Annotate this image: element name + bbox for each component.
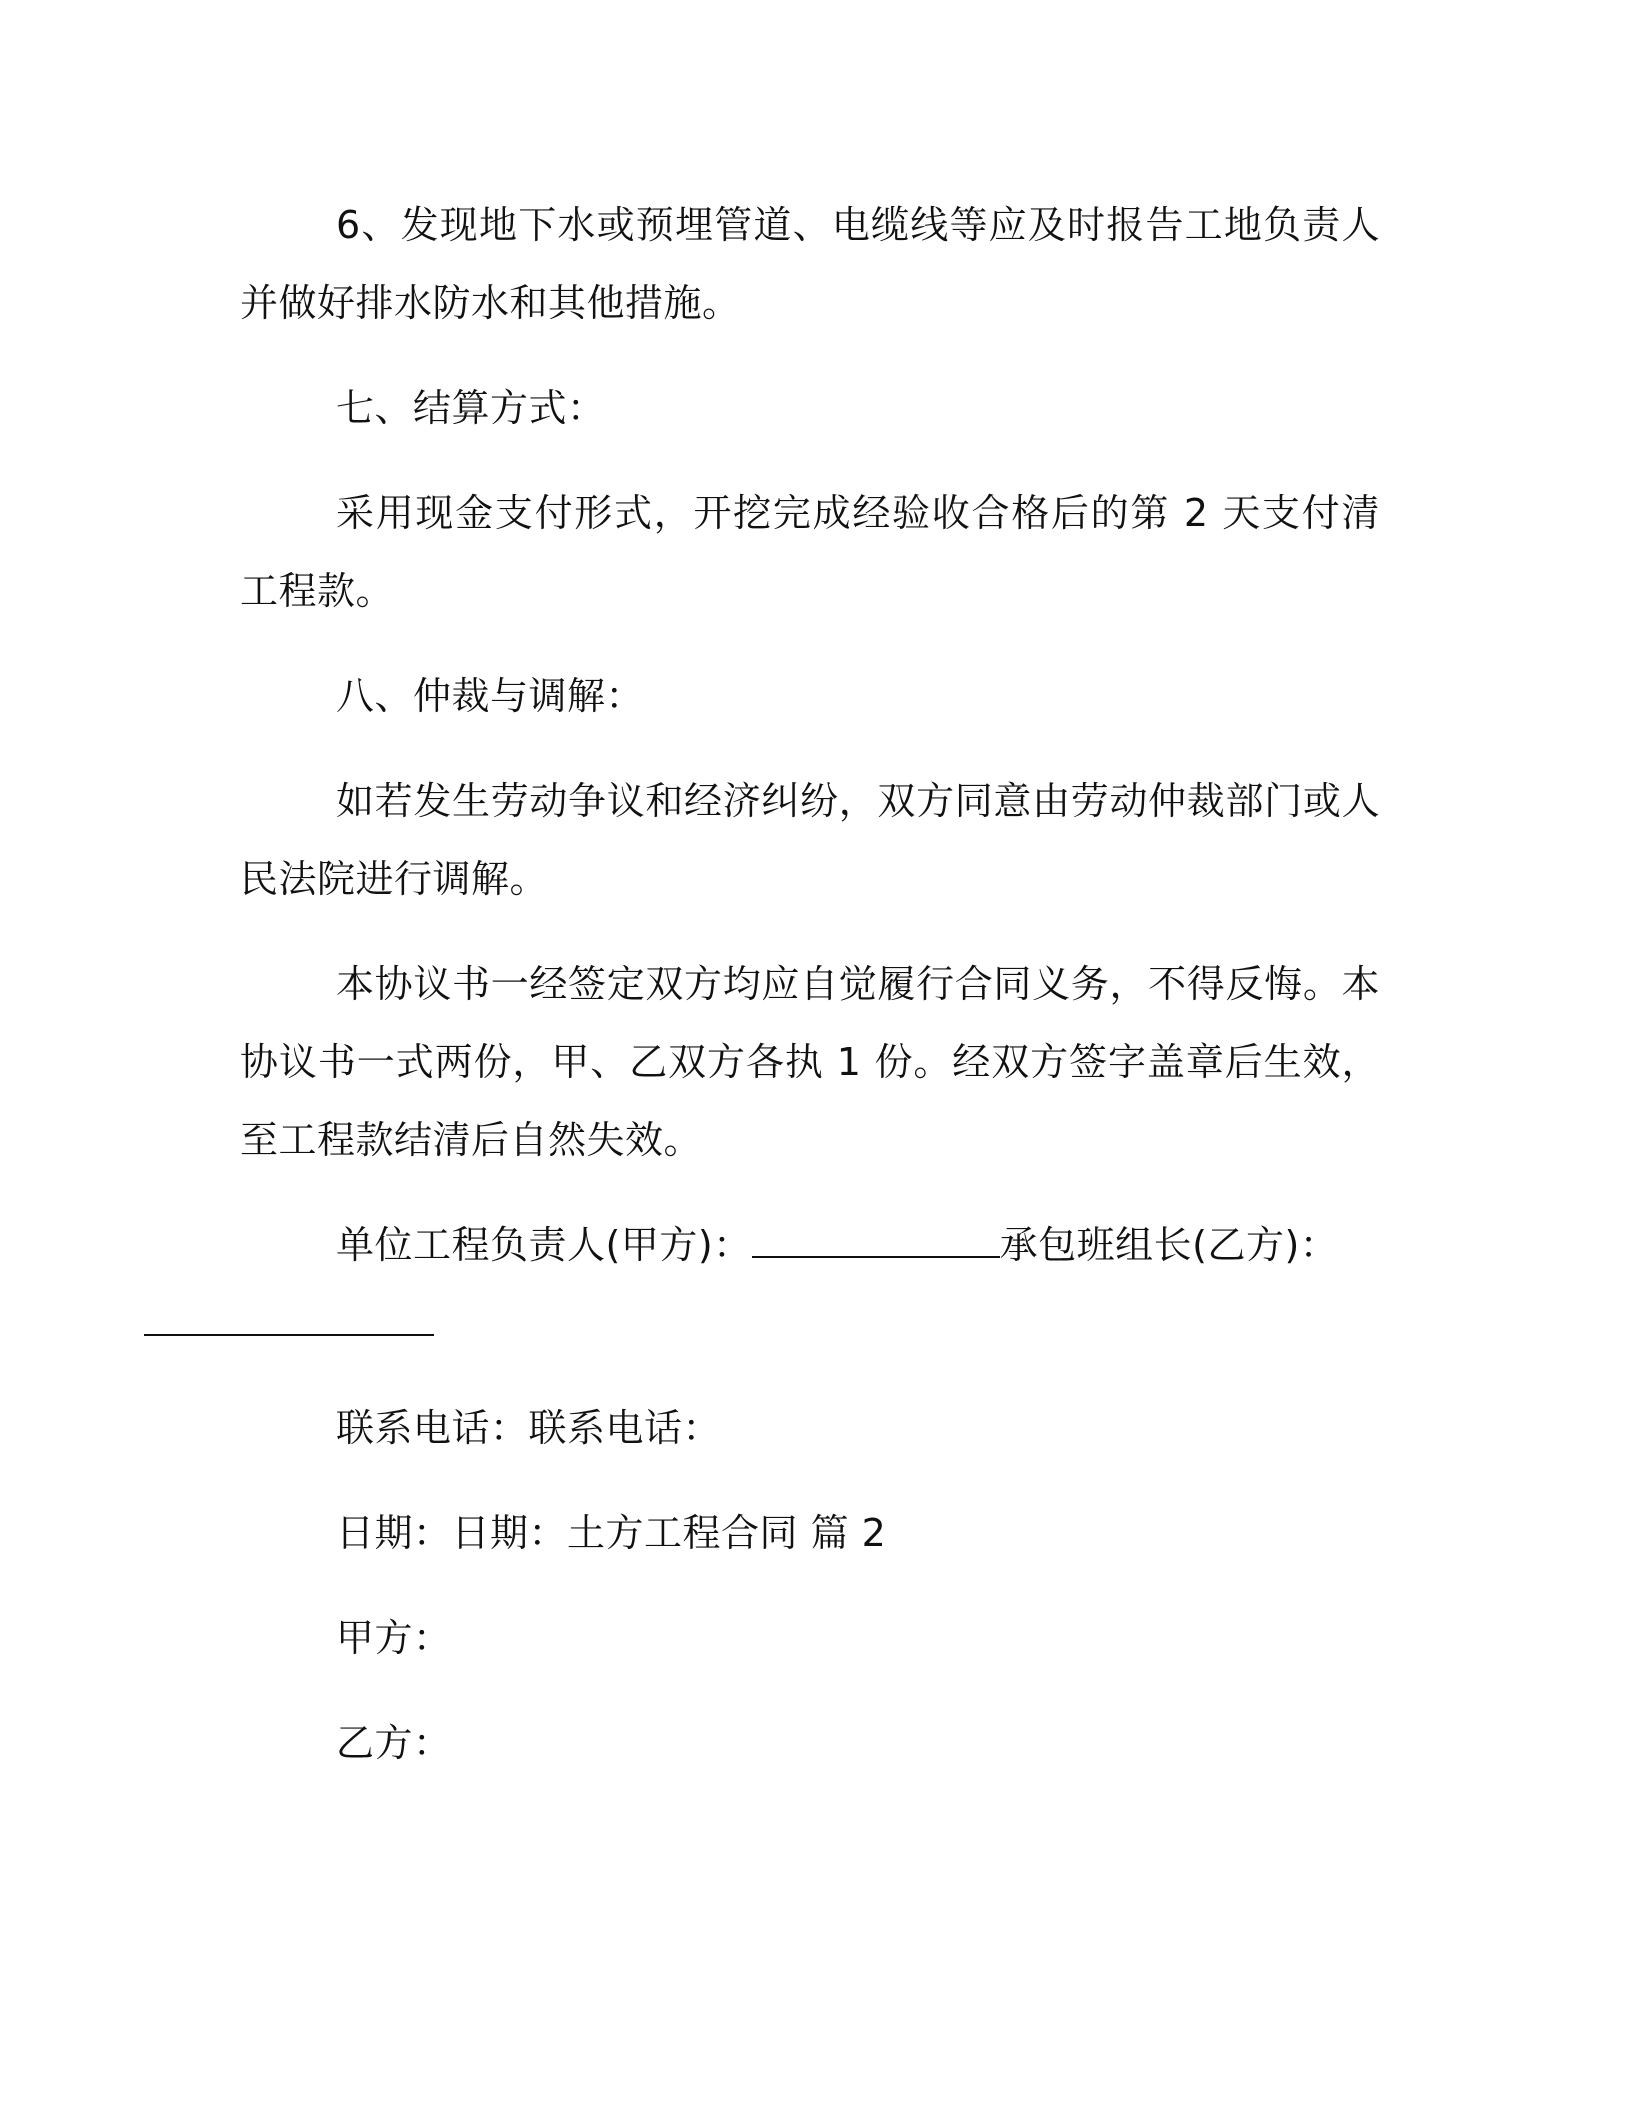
signature-line	[240, 1206, 1380, 1362]
clause-6-paragraph: 6、发现地下水或预埋管道、电缆线等应及时报告工地负责人并做好排水防水和其他措施。	[240, 203, 1380, 325]
party-b-signature-label: 承包班组长(乙方)：	[999, 1223, 1339, 1267]
section-seven-heading: 七、结算方式：	[336, 386, 606, 430]
section-eight-heading: 八、仲裁与调解：	[336, 674, 645, 718]
party-a-signature-label: 单位工程负责人(甲方)：	[336, 1223, 752, 1267]
agreement-validity-paragraph: 本协议书一经签定双方均应自觉履行合同义务，不得反悔。本协议书一式两份，甲、乙双方各执 1 份。经双方签字盖章后生效，至工程款结清后自然失效。	[240, 962, 1380, 1162]
document-body	[240, 186, 1380, 1809]
party-a-line: 甲方：	[336, 1616, 452, 1660]
contact-phone-line: 联系电话：联系电话：	[336, 1406, 722, 1450]
party-b-line: 乙方：	[336, 1721, 452, 1765]
arbitration-paragraph: 如若发生劳动争议和经济纠纷，双方同意由劳动仲裁部门或人民法院进行调解。	[240, 779, 1380, 901]
date-line: 日期：日期：土方工程合同 篇 2	[336, 1511, 887, 1555]
party-b-signature-blank[interactable]	[144, 1304, 434, 1336]
party-a-signature-blank[interactable]	[752, 1226, 1000, 1258]
settlement-paragraph: 采用现金支付形式，开挖完成经验收合格后的第 2 天支付清工程款。	[240, 491, 1380, 613]
